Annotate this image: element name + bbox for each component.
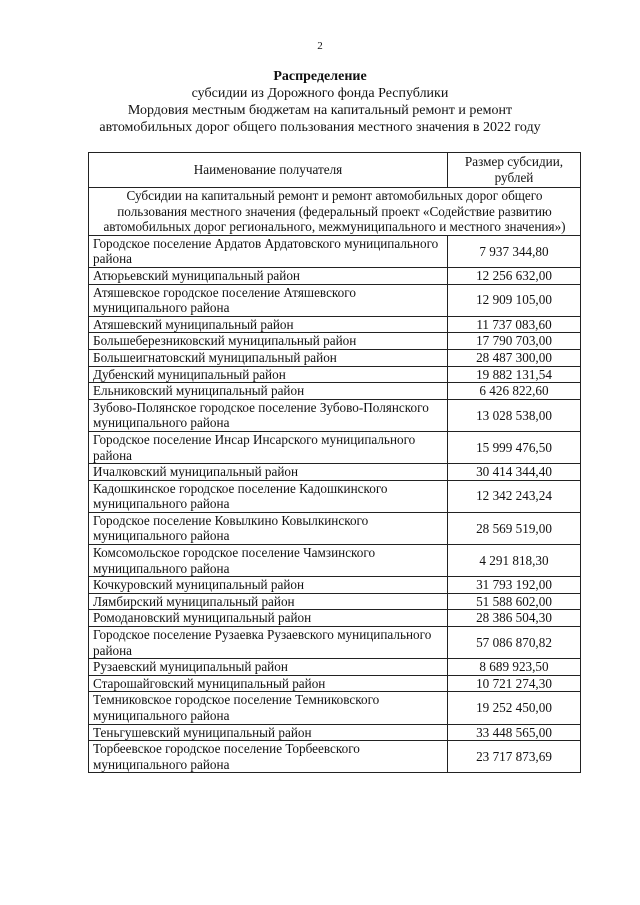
table-row bbox=[89, 399, 581, 431]
subsidy-amount: 51 588 602,00 bbox=[448, 593, 581, 610]
recipient-name: Городское поселение Ковылкино Ковылкинского муниципального района bbox=[89, 512, 448, 544]
recipient-name: Городское поселение Рузаевка Рузаевского муниципального района bbox=[89, 627, 448, 659]
subsidy-table bbox=[88, 152, 581, 773]
subsidy-amount: 6 426 822,60 bbox=[448, 383, 581, 400]
recipient-name: Ромодановский муниципальный район bbox=[89, 610, 448, 627]
subsidy-amount: 12 909 105,00 bbox=[448, 284, 581, 316]
table-row bbox=[89, 464, 581, 481]
table-row bbox=[89, 316, 581, 333]
recipient-name: Кочкуровский муниципальный район bbox=[89, 577, 448, 594]
recipient-name: Атяшевский муниципальный район bbox=[89, 316, 448, 333]
recipient-name: Ичалковский муниципальный район bbox=[89, 464, 448, 481]
recipient-name: Лямбирский муниципальный район bbox=[89, 593, 448, 610]
table-row bbox=[89, 675, 581, 692]
recipient-name: Комсомольское городское поселение Чамзинского муниципального района bbox=[89, 545, 448, 577]
table-row bbox=[89, 235, 581, 267]
table-row bbox=[89, 349, 581, 366]
table-row bbox=[89, 659, 581, 676]
recipient-name: Рузаевский муниципальный район bbox=[89, 659, 448, 676]
subsidy-amount: 30 414 344,40 bbox=[448, 464, 581, 481]
subsidy-amount: 17 790 703,00 bbox=[448, 333, 581, 350]
table-row bbox=[89, 267, 581, 284]
header-recipient-name: Наименование получателя bbox=[89, 153, 448, 188]
subsidy-amount: 15 999 476,50 bbox=[448, 431, 581, 463]
table-row bbox=[89, 333, 581, 350]
document-title: Распределение bbox=[273, 69, 367, 84]
table-row bbox=[89, 480, 581, 512]
recipient-name: Городское поселение Инсар Инсарского муниципального района bbox=[89, 431, 448, 463]
heading-line-2: Мордовия местным бюджетам на капитальный ремонт и ремонт bbox=[127, 103, 513, 118]
subsidy-amount: 23 717 873,69 bbox=[448, 741, 581, 773]
document-heading bbox=[40, 68, 600, 136]
subsidy-amount: 12 256 632,00 bbox=[448, 267, 581, 284]
recipient-name: Дубенский муниципальный район bbox=[89, 366, 448, 383]
subsidy-amount: 8 689 923,50 bbox=[448, 659, 581, 676]
subsidy-amount: 31 793 192,00 bbox=[448, 577, 581, 594]
section-row bbox=[89, 188, 581, 236]
subsidy-amount: 19 252 450,00 bbox=[448, 692, 581, 724]
table-row bbox=[89, 545, 581, 577]
subsidy-amount: 28 569 519,00 bbox=[448, 512, 581, 544]
table-row bbox=[89, 724, 581, 741]
subsidy-amount: 10 721 274,30 bbox=[448, 675, 581, 692]
header-subsidy-amount: Размер субсидии, рублей bbox=[448, 153, 581, 188]
recipient-name: Большеигнатовский муниципальный район bbox=[89, 349, 448, 366]
heading-line-3: автомобильных дорог общего пользования местного значения в 2022 году bbox=[99, 120, 541, 135]
table-row bbox=[89, 627, 581, 659]
subsidy-amount: 28 487 300,00 bbox=[448, 349, 581, 366]
table-row bbox=[89, 431, 581, 463]
subsidy-amount: 28 386 504,30 bbox=[448, 610, 581, 627]
subsidy-amount: 57 086 870,82 bbox=[448, 627, 581, 659]
heading-line-1: субсидии из Дорожного фонда Республики bbox=[191, 86, 449, 101]
table-row bbox=[89, 383, 581, 400]
table-row bbox=[89, 577, 581, 594]
section-title: Субсидии на капитальный ремонт и ремонт автомобильных дорог общего пользования местного значения (федеральный проект «Содействие развитию автомобильных дорог регионального, межмуниципального и местного значения») bbox=[89, 188, 581, 236]
recipient-name: Торбеевское городское поселение Торбеевского муниципального района bbox=[89, 741, 448, 773]
subsidy-amount: 12 342 243,24 bbox=[448, 480, 581, 512]
subsidy-amount: 11 737 083,60 bbox=[448, 316, 581, 333]
subsidy-amount: 33 448 565,00 bbox=[448, 724, 581, 741]
recipient-name: Зубово-Полянское городское поселение Зубово-Полянского муниципального района bbox=[89, 399, 448, 431]
recipient-name: Теньгушевский муниципальный район bbox=[89, 724, 448, 741]
table-header-row bbox=[89, 153, 581, 188]
table-row bbox=[89, 741, 581, 773]
table-row bbox=[89, 593, 581, 610]
recipient-name: Ельниковский муниципальный район bbox=[89, 383, 448, 400]
recipient-name: Старошайговский муниципальный район bbox=[89, 675, 448, 692]
recipient-name: Большеберезниковский муниципальный район bbox=[89, 333, 448, 350]
recipient-name: Темниковское городское поселение Темниковского муниципального района bbox=[89, 692, 448, 724]
subsidy-amount: 13 028 538,00 bbox=[448, 399, 581, 431]
table-row bbox=[89, 512, 581, 544]
table-row bbox=[89, 692, 581, 724]
table-row bbox=[89, 284, 581, 316]
page-number: 2 bbox=[317, 40, 323, 52]
table-row bbox=[89, 610, 581, 627]
recipient-name: Атяшевское городское поселение Атяшевского муниципального района bbox=[89, 284, 448, 316]
recipient-name: Атюрьевский муниципальный район bbox=[89, 267, 448, 284]
recipient-name: Городское поселение Ардатов Ардатовского муниципального района bbox=[89, 235, 448, 267]
subsidy-amount: 7 937 344,80 bbox=[448, 235, 581, 267]
recipient-name: Кадошкинское городское поселение Кадошкинского муниципального района bbox=[89, 480, 448, 512]
table-row bbox=[89, 366, 581, 383]
subsidy-amount: 19 882 131,54 bbox=[448, 366, 581, 383]
subsidy-amount: 4 291 818,30 bbox=[448, 545, 581, 577]
